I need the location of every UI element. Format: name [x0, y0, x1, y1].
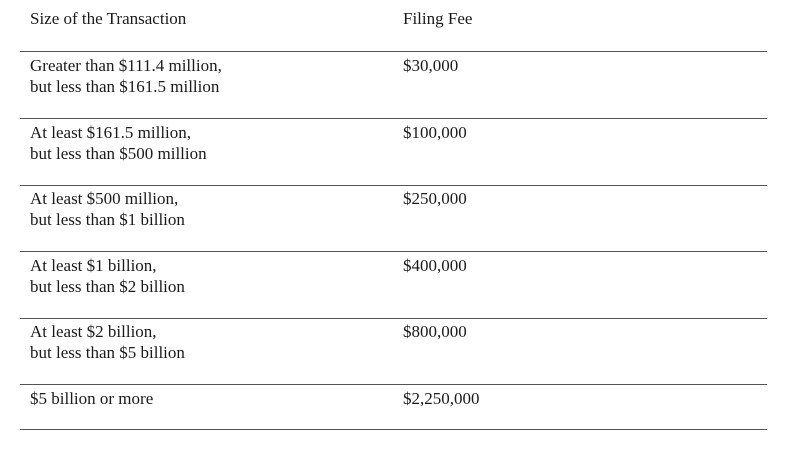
transaction-size-line: but less than $500 million	[30, 144, 207, 163]
filing-fee-cell: $100,000	[403, 123, 467, 142]
filing-fee-cell: $800,000	[403, 322, 467, 341]
transaction-size-line: $5 billion or more	[30, 389, 154, 408]
table-header	[20, 0, 767, 52]
transaction-size-cell	[30, 321, 185, 363]
transaction-size-line: At least $161.5 million,	[30, 123, 192, 142]
filing-fee-cell: $250,000	[403, 189, 467, 208]
transaction-size-line: but less than $161.5 million	[30, 77, 220, 96]
table-row	[20, 318, 767, 385]
table-row	[20, 52, 767, 119]
transaction-size-line: Greater than $111.4 million,	[30, 56, 222, 75]
header-size-of-transaction: Size of the Transaction	[30, 9, 187, 28]
filing-fee-cell: $30,000	[403, 56, 459, 75]
filing-fee-cell: $400,000	[403, 256, 467, 275]
table-row	[20, 119, 767, 186]
transaction-size-line: but less than $2 billion	[30, 277, 185, 296]
table-row	[20, 385, 767, 430]
filing-fee-cell: $2,250,000	[403, 389, 480, 408]
transaction-size-line: At least $500 million,	[30, 189, 179, 208]
transaction-size-cell	[30, 388, 153, 409]
transaction-size-cell	[30, 122, 207, 164]
header-filing-fee: Filing Fee	[403, 9, 473, 28]
table-row	[20, 252, 767, 319]
transaction-size-line: At least $2 billion,	[30, 322, 157, 341]
transaction-size-cell	[30, 55, 222, 97]
transaction-size-cell	[30, 188, 185, 230]
transaction-size-line: but less than $1 billion	[30, 210, 185, 229]
transaction-size-cell	[30, 255, 185, 297]
transaction-size-line: At least $1 billion,	[30, 256, 157, 275]
table-row	[20, 185, 767, 252]
transaction-size-line: but less than $5 billion	[30, 343, 185, 362]
